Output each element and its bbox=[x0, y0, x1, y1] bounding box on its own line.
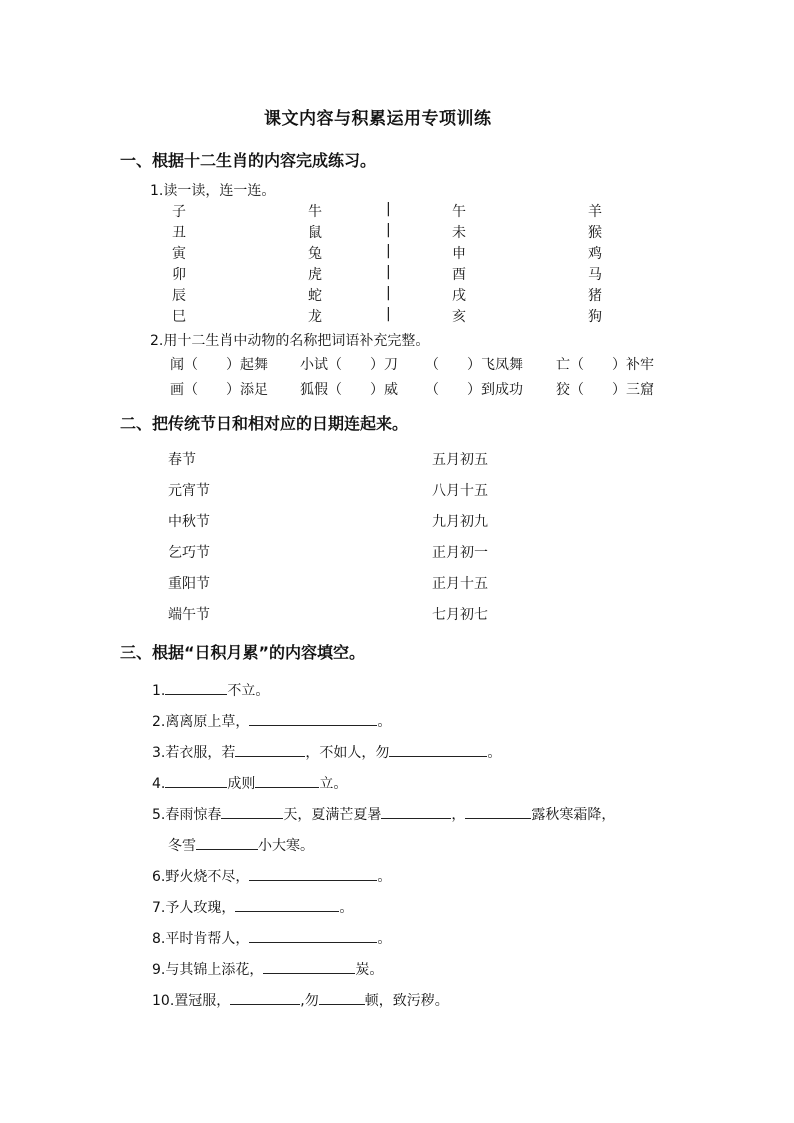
item-text: 。 bbox=[339, 900, 354, 916]
zodiac-animal: 牛 bbox=[308, 204, 322, 220]
zodiac-animal: 鸡 bbox=[588, 246, 602, 262]
fill-item-4 bbox=[152, 772, 347, 793]
fill-blank[interactable] bbox=[235, 741, 305, 757]
festival-name: 重阳节 bbox=[168, 576, 210, 592]
festival-date: 九月初九 bbox=[432, 514, 488, 530]
idiom-item: 闻（ ）起舞 bbox=[170, 357, 268, 373]
item-text: 小大寒。 bbox=[258, 838, 314, 854]
fill-blank[interactable] bbox=[389, 741, 487, 757]
section-3-heading: 三、根据“日积月累”的内容填空。 bbox=[120, 643, 366, 662]
festival-name: 春节 bbox=[168, 452, 196, 468]
fill-item-6 bbox=[152, 865, 391, 886]
zodiac-animal: 鼠 bbox=[308, 225, 322, 241]
item-text: 。 bbox=[487, 745, 502, 761]
festival-date: 七月初七 bbox=[432, 607, 488, 623]
item-text: 立。 bbox=[319, 776, 348, 792]
festival-name: 端午节 bbox=[168, 607, 210, 623]
zodiac-animal: 猴 bbox=[588, 225, 602, 241]
idiom-item: 亡（ ）补牢 bbox=[556, 357, 654, 373]
divider-mark: | bbox=[386, 264, 391, 280]
fill-blank[interactable] bbox=[465, 803, 531, 819]
idiom-item: 狡（ ）三窟 bbox=[556, 382, 654, 398]
zodiac-branch: 辰 bbox=[172, 288, 186, 304]
fill-item-10 bbox=[152, 989, 449, 1010]
divider-mark: | bbox=[386, 306, 391, 322]
item-number: 4. bbox=[152, 776, 166, 792]
festival-date: 八月十五 bbox=[432, 483, 488, 499]
zodiac-animal: 羊 bbox=[588, 204, 602, 220]
item-text: ，不如人，勿 bbox=[305, 745, 390, 761]
zodiac-animal: 龙 bbox=[308, 309, 322, 325]
item-number: 2. bbox=[152, 714, 166, 730]
fill-item-7 bbox=[152, 896, 353, 917]
fill-blank[interactable] bbox=[249, 865, 377, 881]
divider-mark: | bbox=[386, 243, 391, 259]
zodiac-animal: 兔 bbox=[308, 246, 322, 262]
q1-label: 1.读一读，连一连。 bbox=[150, 183, 276, 199]
item-text: 与其锦上添花， bbox=[165, 962, 264, 978]
zodiac-animal: 蛇 bbox=[308, 288, 322, 304]
idiom-item: 狐假（ ）威 bbox=[300, 382, 398, 398]
page-title: 课文内容与积累运用专项训练 bbox=[264, 109, 492, 129]
item-text: 平时肯帮人， bbox=[165, 931, 250, 947]
section-1-heading: 一、根据十二生肖的内容完成练习。 bbox=[120, 151, 377, 170]
item-number: 1. bbox=[152, 683, 166, 699]
item-number: 9. bbox=[152, 962, 166, 978]
idiom-item: 小试（ ）刀 bbox=[300, 357, 398, 373]
zodiac-branch: 未 bbox=[452, 225, 466, 241]
item-text: 予人玫瑰， bbox=[165, 900, 236, 916]
item-text: ， bbox=[451, 807, 466, 823]
item-text: 冬雪 bbox=[168, 838, 196, 854]
fill-item-5-cont bbox=[168, 834, 314, 855]
item-number: 10. bbox=[152, 993, 175, 1009]
fill-blank[interactable] bbox=[221, 803, 283, 819]
item-number: 3. bbox=[152, 745, 166, 761]
item-number: 5. bbox=[152, 807, 166, 823]
zodiac-branch: 寅 bbox=[172, 246, 186, 262]
zodiac-branch: 申 bbox=[452, 246, 466, 262]
divider-mark: | bbox=[386, 201, 391, 217]
item-text: 。 bbox=[377, 931, 392, 947]
item-text: 。 bbox=[377, 714, 392, 730]
idiom-item: （ ）飞凤舞 bbox=[425, 357, 523, 373]
q2-label: 2.用十二生肖中动物的名称把词语补充完整。 bbox=[150, 333, 430, 349]
fill-blank[interactable] bbox=[196, 834, 258, 850]
fill-blank[interactable] bbox=[381, 803, 451, 819]
item-text: 天，夏满芒夏暑 bbox=[283, 807, 382, 823]
item-text: 置冠服， bbox=[174, 993, 231, 1009]
festival-name: 中秋节 bbox=[168, 514, 210, 530]
fill-item-5 bbox=[152, 803, 615, 824]
zodiac-branch: 子 bbox=[172, 204, 186, 220]
festival-date: 正月十五 bbox=[432, 576, 488, 592]
item-text: 顿，致污秽。 bbox=[364, 993, 449, 1009]
fill-blank[interactable] bbox=[249, 710, 377, 726]
fill-blank[interactable] bbox=[255, 772, 319, 788]
item-number: 7. bbox=[152, 900, 166, 916]
item-number: 6. bbox=[152, 869, 166, 885]
idiom-item: （ ）到成功 bbox=[425, 382, 523, 398]
divider-mark: | bbox=[386, 222, 391, 238]
festival-date: 五月初五 bbox=[432, 452, 488, 468]
zodiac-branch: 巳 bbox=[172, 309, 186, 325]
fill-blank[interactable] bbox=[235, 896, 339, 912]
item-text: 成则 bbox=[227, 776, 256, 792]
fill-blank[interactable] bbox=[319, 989, 365, 1005]
zodiac-branch: 戌 bbox=[452, 288, 466, 304]
zodiac-branch: 午 bbox=[452, 204, 466, 220]
divider-mark: | bbox=[386, 285, 391, 301]
item-text: 不立。 bbox=[227, 683, 270, 699]
idiom-item: 画（ ）添足 bbox=[170, 382, 268, 398]
zodiac-branch: 酉 bbox=[452, 267, 466, 283]
fill-item-2 bbox=[152, 710, 391, 731]
section-2-heading: 二、把传统节日和相对应的日期连起来。 bbox=[120, 414, 409, 433]
zodiac-branch: 亥 bbox=[452, 309, 466, 325]
fill-blank[interactable] bbox=[165, 772, 227, 788]
item-text: 炭。 bbox=[355, 962, 384, 978]
zodiac-animal: 狗 bbox=[588, 309, 602, 325]
festival-name: 元宵节 bbox=[168, 483, 210, 499]
fill-blank[interactable] bbox=[165, 679, 227, 695]
zodiac-animal: 猪 bbox=[588, 288, 602, 304]
fill-item-8 bbox=[152, 927, 391, 948]
item-text: 春雨惊春 bbox=[165, 807, 222, 823]
zodiac-animal: 马 bbox=[588, 267, 602, 283]
fill-item-9 bbox=[152, 958, 383, 979]
item-text: 露秋寒霜降， bbox=[531, 807, 616, 823]
fill-blank[interactable] bbox=[230, 989, 300, 1005]
item-text: 。 bbox=[377, 869, 392, 885]
item-text: 若衣服，若 bbox=[165, 745, 236, 761]
zodiac-animal: 虎 bbox=[308, 267, 322, 283]
fill-item-1 bbox=[152, 679, 269, 700]
item-number: 8. bbox=[152, 931, 166, 947]
festival-date: 正月初一 bbox=[432, 545, 488, 561]
zodiac-branch: 卯 bbox=[172, 267, 186, 283]
item-text: ,勿 bbox=[300, 993, 319, 1009]
item-text: 离离原上草， bbox=[165, 714, 250, 730]
fill-item-3 bbox=[152, 741, 501, 762]
fill-blank[interactable] bbox=[263, 958, 355, 974]
item-text: 野火烧不尽， bbox=[165, 869, 250, 885]
fill-blank[interactable] bbox=[249, 927, 377, 943]
zodiac-branch: 丑 bbox=[172, 225, 186, 241]
festival-name: 乞巧节 bbox=[168, 545, 210, 561]
